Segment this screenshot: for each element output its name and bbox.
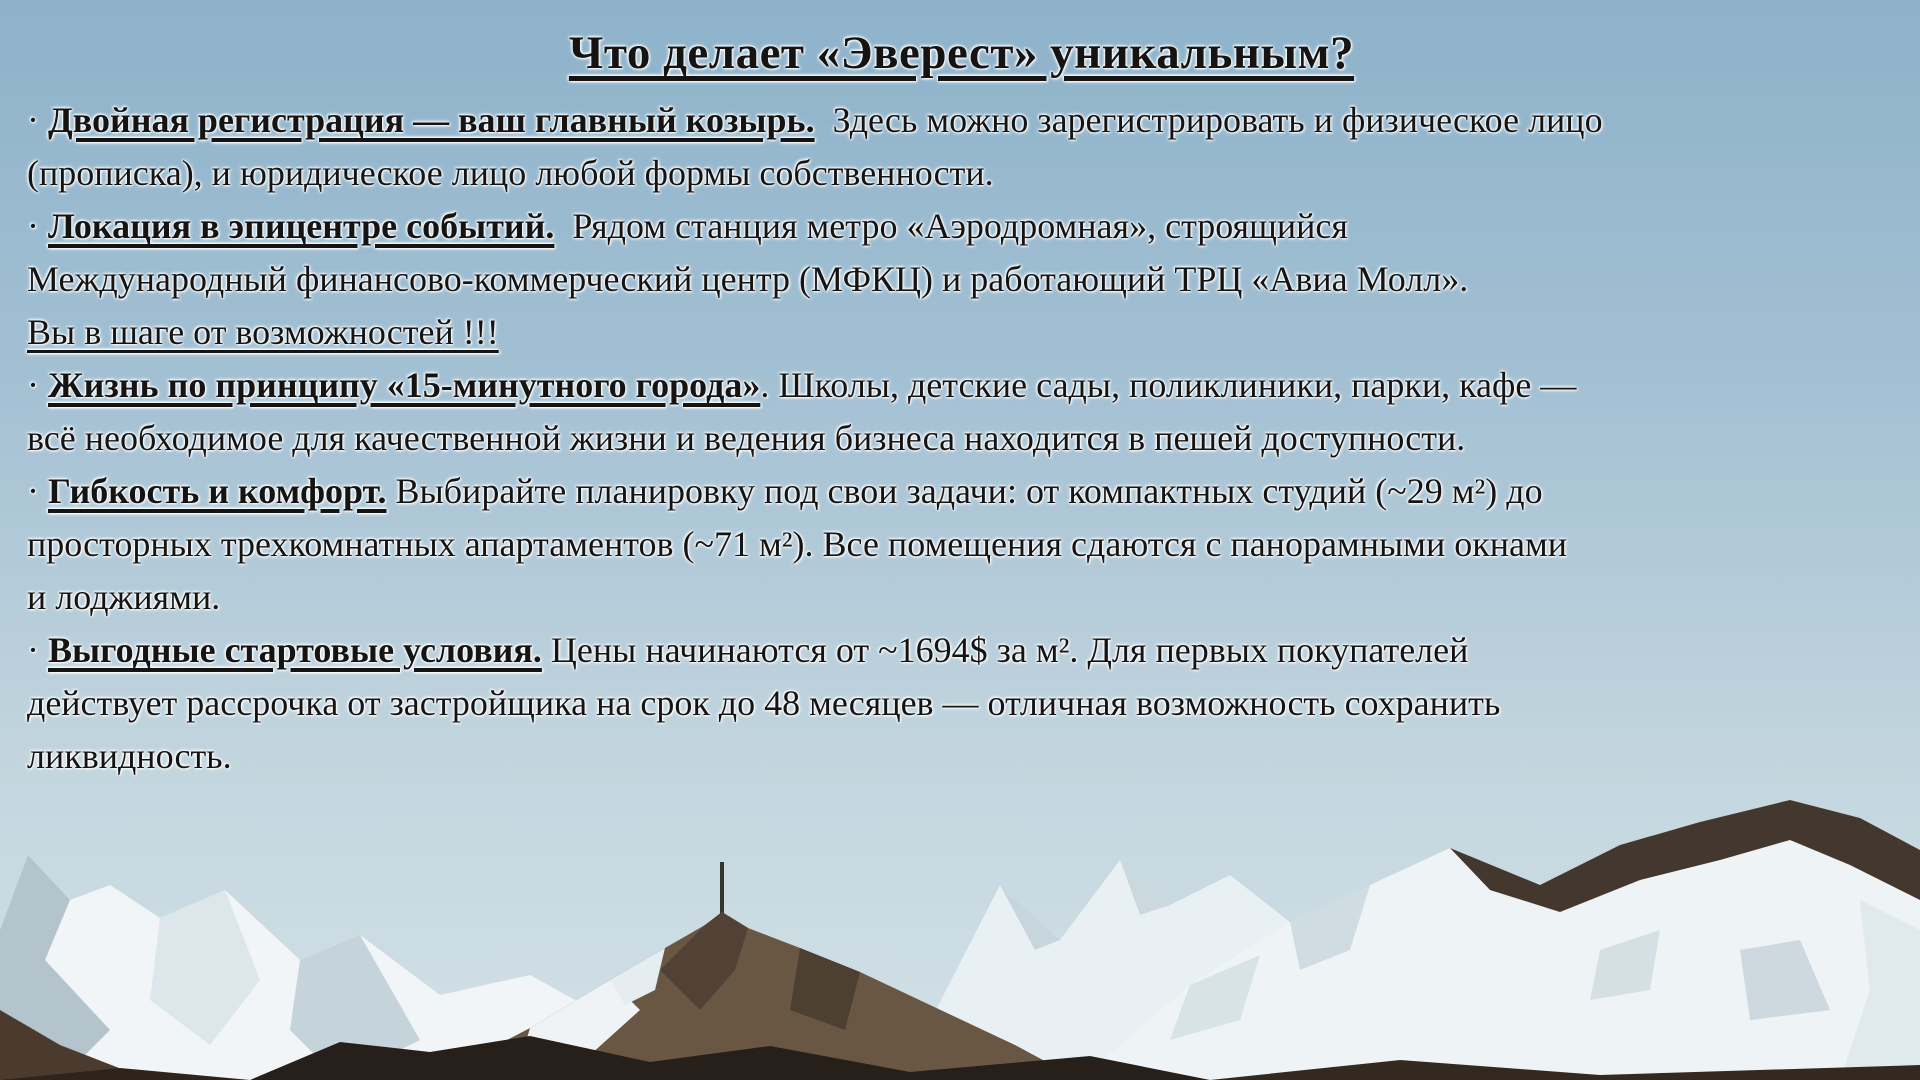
text-line: [27, 730, 1896, 783]
text-line: [27, 465, 1896, 518]
promo-text-block: [27, 26, 1896, 783]
body-text: всё необходимое для качественной жизни и ведения бизнеса находится в пешей доступности.: [27, 418, 1466, 458]
text-line: [27, 571, 1896, 624]
body-text: Рядом станция метро «Аэродромная», строящийся: [554, 206, 1348, 246]
text-line: [27, 147, 1896, 200]
text-line: [27, 412, 1896, 465]
antenna-mast: [720, 862, 724, 918]
text-line: [27, 306, 1896, 359]
text-line: [27, 359, 1896, 412]
text-line: [27, 253, 1896, 306]
body-text: Выбирайте планировку под свои задачи: от компактных студий (~29 м²) до: [386, 471, 1543, 511]
body-text: Вы в шаге от возможностей !!!: [27, 312, 499, 352]
text-line: [27, 94, 1896, 147]
body-text: ·: [27, 471, 48, 511]
body-text: Здесь можно зарегистрировать и физическое лицо: [814, 100, 1603, 140]
body-text: ликвидность.: [27, 736, 232, 776]
text-line: [27, 200, 1896, 253]
body-text: ·: [27, 206, 48, 246]
content-lines: [27, 94, 1896, 783]
lead-phrase: Двойная регистрация — ваш главный козырь.: [48, 100, 815, 140]
body-text: (прописка), и юридическое лицо любой формы собственности.: [27, 153, 994, 193]
body-text: Цены начинаются от ~1694$ за м². Для первых покупателей: [541, 630, 1469, 670]
body-text: . Школы, детские сады, поликлиники, парки, кафе —: [760, 365, 1577, 405]
text-line: [27, 624, 1896, 677]
page-title: Что делает «Эверест» уникальным?: [568, 27, 1355, 79]
lead-phrase: Выгодные стартовые условия.: [48, 630, 542, 670]
lead-phrase: Гибкость и комфорт.: [48, 471, 387, 511]
body-text: просторных трехкомнатных апартаментов (~71 м²). Все помещения сдаются с панорамными окнами: [27, 524, 1567, 564]
body-text: ·: [27, 100, 48, 140]
body-text: ·: [27, 365, 48, 405]
text-line: [27, 677, 1896, 730]
text-line: [27, 518, 1896, 571]
body-text: ·: [27, 630, 48, 670]
lead-phrase: Жизнь по принципу «15-минутного города»: [48, 365, 761, 405]
lead-phrase: Локация в эпицентре событий.: [48, 206, 555, 246]
body-text: и лоджиями.: [27, 577, 221, 617]
body-text: действует рассрочка от застройщика на срок до 48 месяцев — отличная возможность сохранить: [27, 683, 1501, 723]
body-text: Международный финансово-коммерческий центр (МФКЦ) и работающий ТРЦ «Авиа Молл».: [27, 259, 1469, 299]
